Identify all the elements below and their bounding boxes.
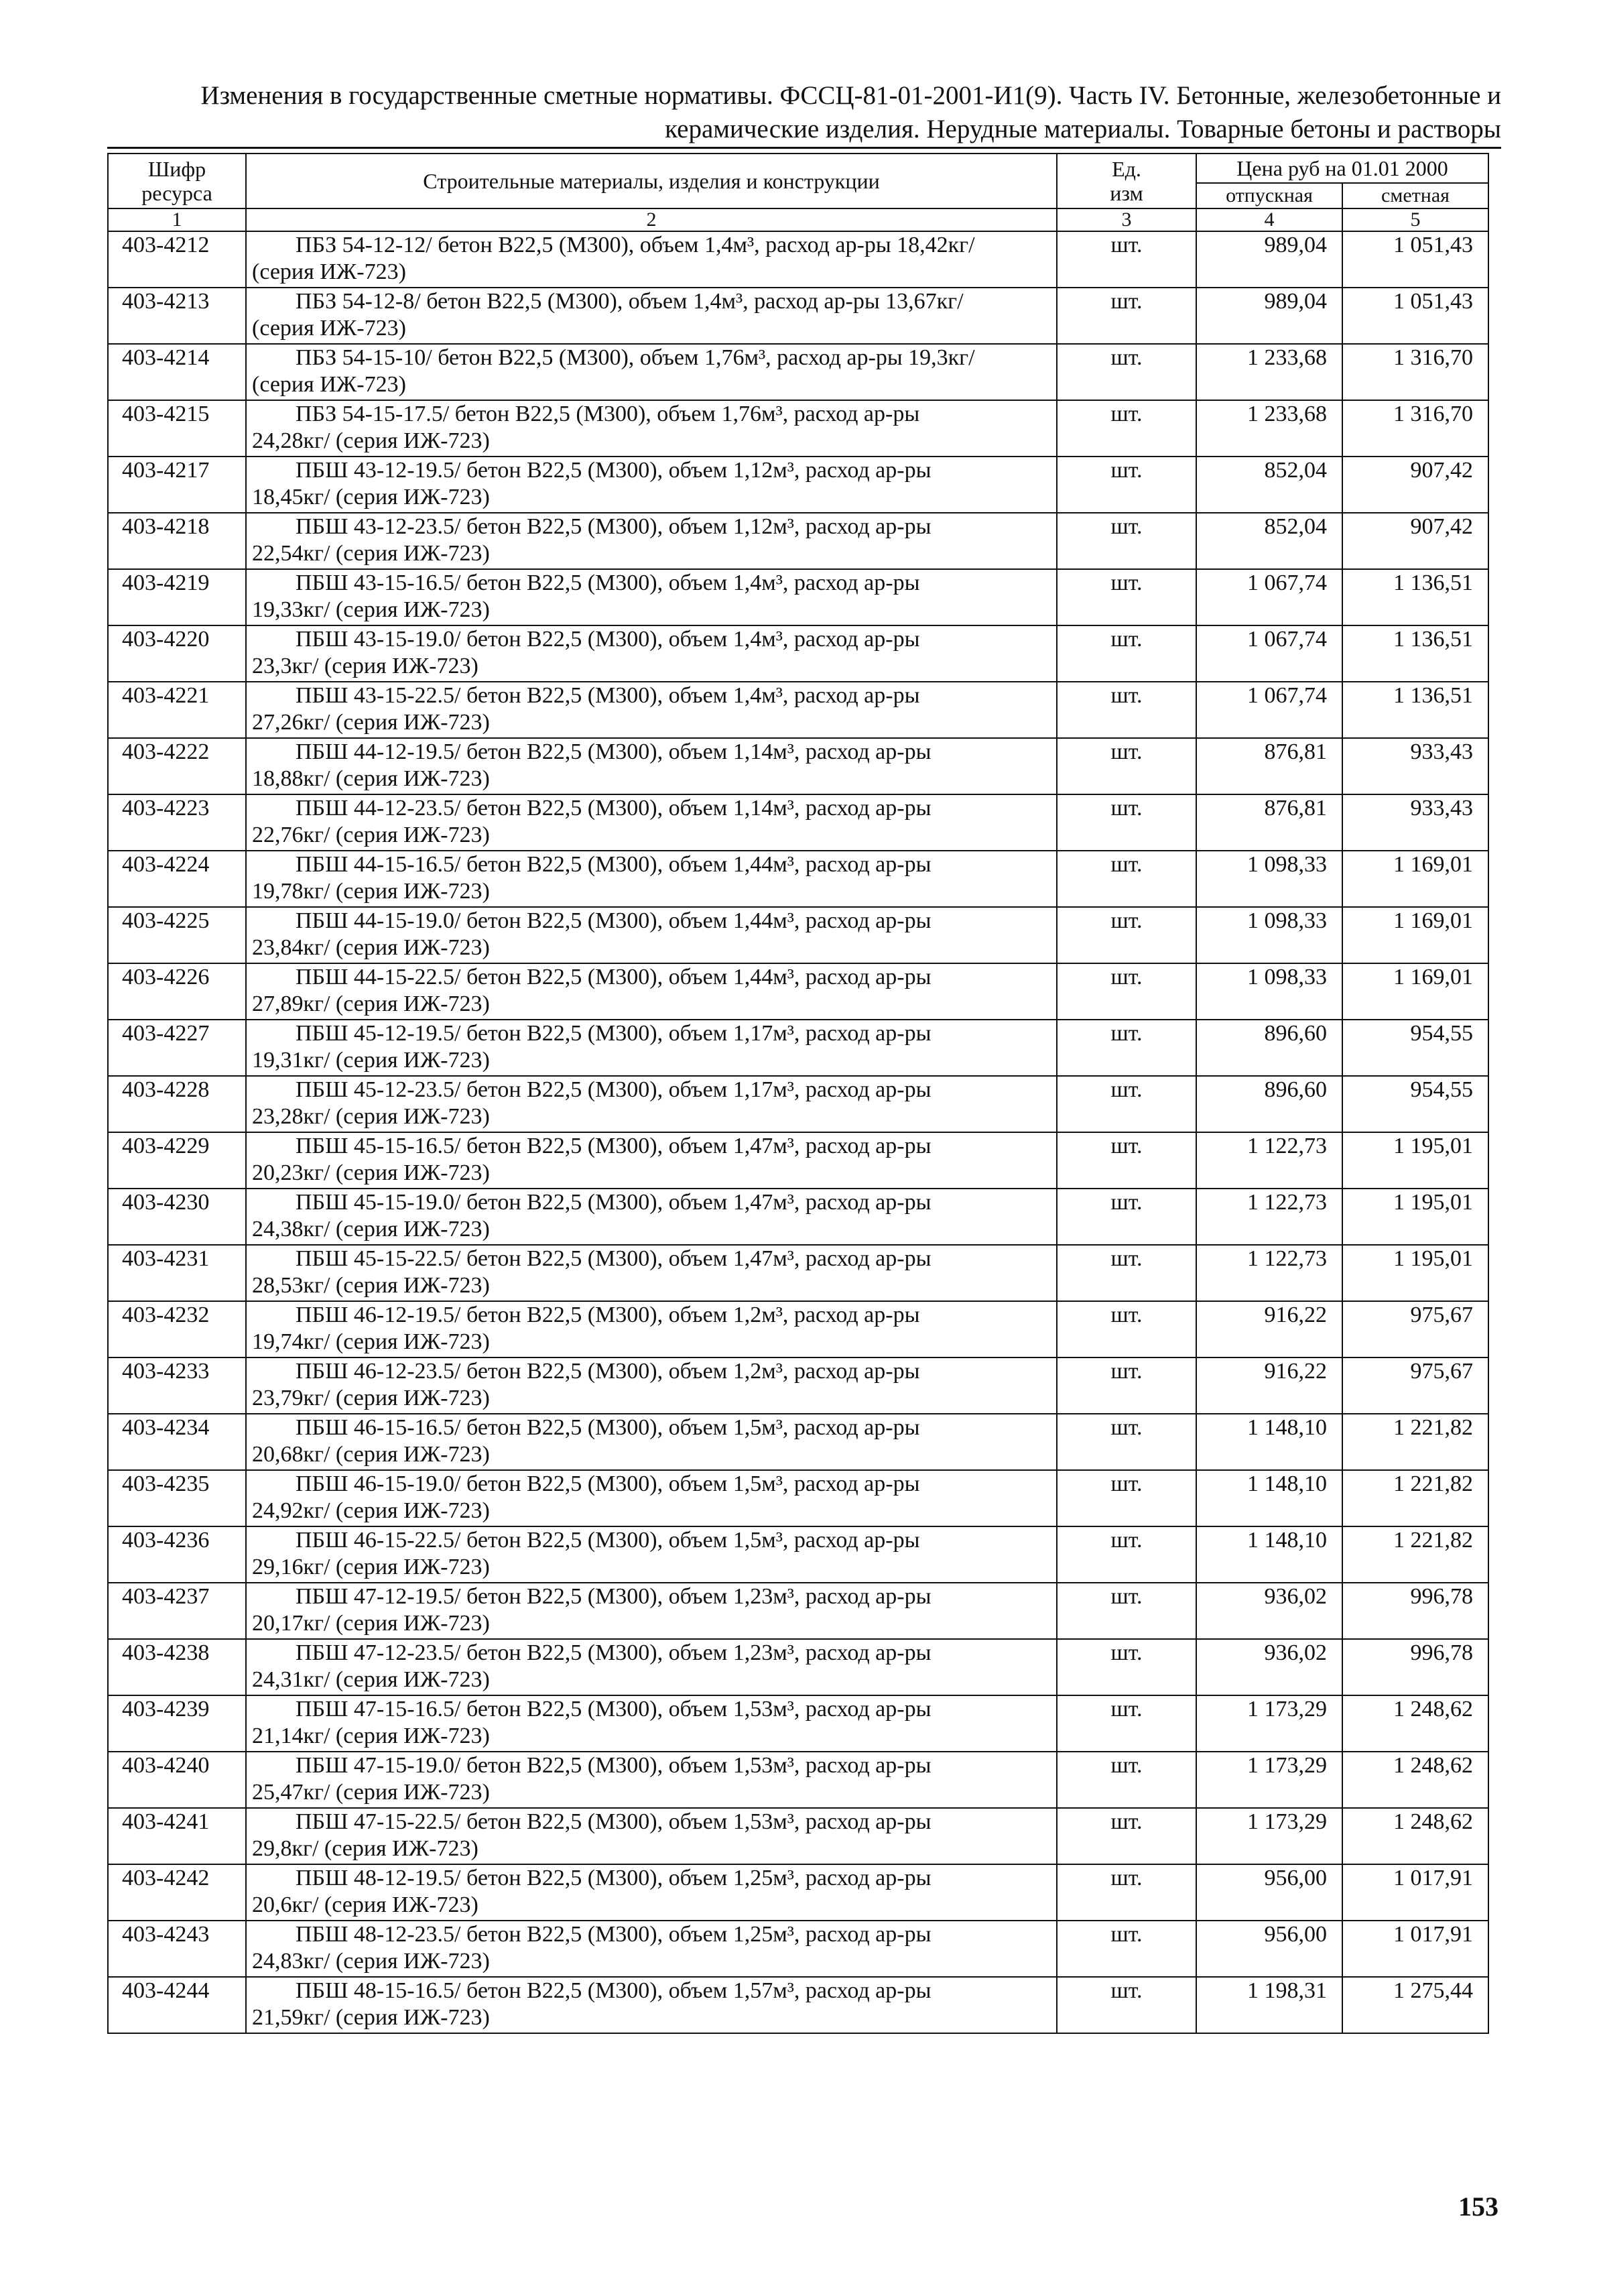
resource-code: 403-4215 <box>108 400 246 457</box>
table-row <box>108 1583 1488 1639</box>
table-row <box>108 1245 1488 1301</box>
estimate-price: 1 136,51 <box>1342 569 1488 625</box>
material-name-line1: ПБШ 48-15-16.5/ бетон В22,5 (М300), объем 1,57м³, расход ар-ры <box>296 1978 932 2003</box>
unit: шт. <box>1057 1245 1196 1301</box>
estimate-price: 1 169,01 <box>1342 851 1488 907</box>
estimate-price: 1 221,82 <box>1342 1414 1488 1470</box>
material-name-line2: 28,53кг/ (серия ИЖ-723) <box>252 1273 490 1298</box>
table-row <box>108 1808 1488 1864</box>
material-name <box>246 1639 1057 1695</box>
column-header-code-line2: ресурса <box>141 181 212 205</box>
material-name-line2: (серия ИЖ-723) <box>252 372 406 397</box>
release-price: 916,22 <box>1196 1357 1342 1414</box>
table-row <box>108 1695 1488 1752</box>
estimate-price: 975,67 <box>1342 1301 1488 1357</box>
estimate-price: 954,55 <box>1342 1020 1488 1076</box>
material-name-line2: (серия ИЖ-723) <box>252 316 406 341</box>
material-name <box>246 1076 1057 1132</box>
unit: шт. <box>1057 1414 1196 1470</box>
resource-code: 403-4221 <box>108 682 246 738</box>
table-row <box>108 1301 1488 1357</box>
material-name-line2: 24,83кг/ (серия ИЖ-723) <box>252 1949 490 1974</box>
unit: шт. <box>1057 963 1196 1020</box>
column-header-unit <box>1057 154 1196 208</box>
estimate-price: 1 248,62 <box>1342 1808 1488 1864</box>
material-name-line2: 24,28кг/ (серия ИЖ-723) <box>252 428 490 453</box>
estimate-price: 1 195,01 <box>1342 1245 1488 1301</box>
material-name-line2: 29,16кг/ (серия ИЖ-723) <box>252 1555 490 1579</box>
material-name <box>246 1189 1057 1245</box>
unit: шт. <box>1057 569 1196 625</box>
release-price: 1 148,10 <box>1196 1414 1342 1470</box>
release-price: 956,00 <box>1196 1921 1342 1977</box>
resource-code: 403-4225 <box>108 907 246 963</box>
material-name-line2: 24,38кг/ (серия ИЖ-723) <box>252 1217 490 1242</box>
unit: шт. <box>1057 1076 1196 1132</box>
resource-code: 403-4233 <box>108 1357 246 1414</box>
material-name-line1: ПБШ 46-12-19.5/ бетон В22,5 (М300), объем 1,2м³, расход ар-ры <box>296 1303 920 1327</box>
price-table <box>107 153 1489 2034</box>
estimate-price: 1 221,82 <box>1342 1526 1488 1583</box>
column-header-unit-line1: Ед. <box>1112 157 1141 181</box>
release-price: 1 122,73 <box>1196 1132 1342 1189</box>
unit: шт. <box>1057 794 1196 851</box>
page-header <box>107 79 1501 146</box>
material-name-line1: ПБШ 47-12-23.5/ бетон В22,5 (М300), объем 1,23м³, расход ар-ры <box>296 1640 932 1665</box>
resource-code: 403-4213 <box>108 288 246 344</box>
material-name-line1: ПБШ 45-12-23.5/ бетон В22,5 (М300), объем 1,17м³, расход ар-ры <box>296 1077 932 1102</box>
material-name-line2: 23,3кг/ (серия ИЖ-723) <box>252 654 478 678</box>
release-price: 989,04 <box>1196 288 1342 344</box>
material-name <box>246 1020 1057 1076</box>
estimate-price: 1 275,44 <box>1342 1977 1488 2033</box>
release-price: 936,02 <box>1196 1639 1342 1695</box>
material-name-line1: ПБШ 46-15-16.5/ бетон В22,5 (М300), объем 1,5м³, расход ар-ры <box>296 1415 920 1440</box>
table-row <box>108 1639 1488 1695</box>
estimate-price: 996,78 <box>1342 1583 1488 1639</box>
material-name <box>246 1921 1057 1977</box>
material-name-line2: 19,31кг/ (серия ИЖ-723) <box>252 1048 490 1073</box>
estimate-price: 1 051,43 <box>1342 288 1488 344</box>
resource-code: 403-4238 <box>108 1639 246 1695</box>
unit: шт. <box>1057 513 1196 569</box>
resource-code: 403-4226 <box>108 963 246 1020</box>
material-name-line1: ПБЗ 54-12-8/ бетон В22,5 (М300), объем 1,4м³, расход ар-ры 13,67кг/ <box>296 289 964 314</box>
material-name-line1: ПБШ 44-15-16.5/ бетон В22,5 (М300), объем 1,44м³, расход ар-ры <box>296 852 932 877</box>
material-name <box>246 1583 1057 1639</box>
table-row <box>108 1020 1488 1076</box>
material-name <box>246 400 1057 457</box>
estimate-price: 907,42 <box>1342 457 1488 513</box>
material-name-line1: ПБШ 44-12-19.5/ бетон В22,5 (М300), объем 1,14м³, расход ар-ры <box>296 739 932 764</box>
resource-code: 403-4212 <box>108 231 246 288</box>
material-name-line2: 20,68кг/ (серия ИЖ-723) <box>252 1442 490 1467</box>
table-row <box>108 682 1488 738</box>
column-number: 5 <box>1342 208 1488 231</box>
material-name-line2: 27,89кг/ (серия ИЖ-723) <box>252 991 490 1016</box>
estimate-price: 1 248,62 <box>1342 1695 1488 1752</box>
table-row <box>108 794 1488 851</box>
table-body <box>108 231 1488 2033</box>
material-name-line2: 21,59кг/ (серия ИЖ-723) <box>252 2005 490 2030</box>
material-name-line1: ПБШ 47-15-16.5/ бетон В22,5 (М300), объем 1,53м³, расход ар-ры <box>296 1697 932 1721</box>
material-name-line1: ПБШ 45-15-19.0/ бетон В22,5 (М300), объем 1,47м³, расход ар-ры <box>296 1190 932 1215</box>
material-name <box>246 1526 1057 1583</box>
unit: шт. <box>1057 1189 1196 1245</box>
release-price: 1 067,74 <box>1196 625 1342 682</box>
material-name-line1: ПБШ 47-15-22.5/ бетон В22,5 (М300), объем 1,53м³, расход ар-ры <box>296 1809 932 1834</box>
table-row <box>108 625 1488 682</box>
material-name-line2: 20,17кг/ (серия ИЖ-723) <box>252 1611 490 1636</box>
unit: шт. <box>1057 625 1196 682</box>
table-row <box>108 1752 1488 1808</box>
estimate-price: 933,43 <box>1342 738 1488 794</box>
material-name-line2: 29,8кг/ (серия ИЖ-723) <box>252 1836 478 1861</box>
material-name-line1: ПБШ 47-12-19.5/ бетон В22,5 (М300), объем 1,23м³, расход ар-ры <box>296 1584 932 1609</box>
release-price: 1 067,74 <box>1196 569 1342 625</box>
column-header-release-price: отпускная <box>1196 183 1342 208</box>
unit: шт. <box>1057 1583 1196 1639</box>
estimate-price: 1 136,51 <box>1342 682 1488 738</box>
material-name-line1: ПБШ 44-15-19.0/ бетон В22,5 (М300), объем 1,44м³, расход ар-ры <box>296 908 932 933</box>
release-price: 876,81 <box>1196 794 1342 851</box>
header-line-2: керамические изделия. Нерудные материалы. Товарные бетоны и растворы <box>665 115 1501 143</box>
material-name-line2: 23,79кг/ (серия ИЖ-723) <box>252 1386 490 1410</box>
release-price: 936,02 <box>1196 1583 1342 1639</box>
resource-code: 403-4222 <box>108 738 246 794</box>
unit: шт. <box>1057 400 1196 457</box>
release-price: 1 173,29 <box>1196 1695 1342 1752</box>
material-name-line1: ПБШ 43-12-23.5/ бетон В22,5 (М300), объем 1,12м³, расход ар-ры <box>296 514 932 539</box>
material-name-line2: 24,92кг/ (серия ИЖ-723) <box>252 1498 490 1523</box>
resource-code: 403-4231 <box>108 1245 246 1301</box>
estimate-price: 996,78 <box>1342 1639 1488 1695</box>
release-price: 852,04 <box>1196 513 1342 569</box>
release-price: 1 148,10 <box>1196 1470 1342 1526</box>
material-name <box>246 1470 1057 1526</box>
material-name-line1: ПБШ 48-12-23.5/ бетон В22,5 (М300), объем 1,25м³, расход ар-ры <box>296 1922 932 1947</box>
resource-code: 403-4220 <box>108 625 246 682</box>
estimate-price: 1 248,62 <box>1342 1752 1488 1808</box>
table-row <box>108 1357 1488 1414</box>
resource-code: 403-4239 <box>108 1695 246 1752</box>
release-price: 956,00 <box>1196 1864 1342 1921</box>
material-name <box>246 288 1057 344</box>
unit: шт. <box>1057 1357 1196 1414</box>
material-name-line2: 19,74кг/ (серия ИЖ-723) <box>252 1329 490 1354</box>
material-name-line2: 19,33кг/ (серия ИЖ-723) <box>252 597 490 622</box>
column-number-row <box>108 208 1488 231</box>
resource-code: 403-4237 <box>108 1583 246 1639</box>
release-price: 876,81 <box>1196 738 1342 794</box>
material-name-line2: 27,26кг/ (серия ИЖ-723) <box>252 710 490 735</box>
resource-code: 403-4240 <box>108 1752 246 1808</box>
material-name-line1: ПБШ 43-15-16.5/ бетон В22,5 (М300), объем 1,4м³, расход ар-ры <box>296 570 920 595</box>
header-divider <box>107 147 1501 149</box>
release-price: 896,60 <box>1196 1076 1342 1132</box>
material-name <box>246 907 1057 963</box>
material-name-line2: 23,28кг/ (серия ИЖ-723) <box>252 1104 490 1129</box>
material-name <box>246 231 1057 288</box>
estimate-price: 1 017,91 <box>1342 1864 1488 1921</box>
material-name <box>246 738 1057 794</box>
column-header-code <box>108 154 246 208</box>
estimate-price: 1 195,01 <box>1342 1132 1488 1189</box>
column-number: 1 <box>108 208 246 231</box>
unit: шт. <box>1057 1132 1196 1189</box>
material-name-line2: 20,23кг/ (серия ИЖ-723) <box>252 1160 490 1185</box>
material-name-line2: 25,47кг/ (серия ИЖ-723) <box>252 1780 490 1805</box>
resource-code: 403-4230 <box>108 1189 246 1245</box>
resource-code: 403-4241 <box>108 1808 246 1864</box>
resource-code: 403-4242 <box>108 1864 246 1921</box>
material-name-line1: ПБШ 46-12-23.5/ бетон В22,5 (М300), объем 1,2м³, расход ар-ры <box>296 1359 920 1384</box>
material-name-line1: ПБШ 43-15-19.0/ бетон В22,5 (М300), объем 1,4м³, расход ар-ры <box>296 627 920 652</box>
release-price: 1 173,29 <box>1196 1808 1342 1864</box>
table-row <box>108 1864 1488 1921</box>
estimate-price: 1 017,91 <box>1342 1921 1488 1977</box>
material-name-line1: ПБЗ 54-15-17.5/ бетон В22,5 (М300), объем 1,76м³, расход ар-ры <box>296 402 920 426</box>
material-name-line2: 21,14кг/ (серия ИЖ-723) <box>252 1724 490 1748</box>
table-row <box>108 851 1488 907</box>
unit: шт. <box>1057 1921 1196 1977</box>
table-row <box>108 1132 1488 1189</box>
release-price: 1 173,29 <box>1196 1752 1342 1808</box>
material-name-line2: (серия ИЖ-723) <box>252 259 406 284</box>
resource-code: 403-4229 <box>108 1132 246 1189</box>
material-name <box>246 682 1057 738</box>
material-name <box>246 1752 1057 1808</box>
release-price: 1 122,73 <box>1196 1245 1342 1301</box>
table-row <box>108 1526 1488 1583</box>
table-row <box>108 513 1488 569</box>
resource-code: 403-4244 <box>108 1977 246 2033</box>
estimate-price: 1 051,43 <box>1342 231 1488 288</box>
estimate-price: 1 316,70 <box>1342 400 1488 457</box>
column-header-code-line1: Шифр <box>147 157 206 181</box>
unit: шт. <box>1057 738 1196 794</box>
page-number: 153 <box>1458 2191 1498 2222</box>
release-price: 989,04 <box>1196 231 1342 288</box>
resource-code: 403-4236 <box>108 1526 246 1583</box>
release-price: 1 098,33 <box>1196 851 1342 907</box>
table-row <box>108 738 1488 794</box>
material-name-line1: ПБШ 44-15-22.5/ бетон В22,5 (М300), объем 1,44м³, расход ар-ры <box>296 965 932 989</box>
resource-code: 403-4234 <box>108 1414 246 1470</box>
table-row <box>108 457 1488 513</box>
resource-code: 403-4219 <box>108 569 246 625</box>
material-name-line2: 24,31кг/ (серия ИЖ-723) <box>252 1667 490 1692</box>
table-row <box>108 1414 1488 1470</box>
material-name-line1: ПБШ 43-15-22.5/ бетон В22,5 (М300), объем 1,4м³, расход ар-ры <box>296 683 920 708</box>
unit: шт. <box>1057 1526 1196 1583</box>
material-name-line2: 18,45кг/ (серия ИЖ-723) <box>252 485 490 509</box>
resource-code: 403-4223 <box>108 794 246 851</box>
material-name <box>246 625 1057 682</box>
table-row <box>108 1921 1488 1977</box>
release-price: 1 122,73 <box>1196 1189 1342 1245</box>
unit: шт. <box>1057 288 1196 344</box>
unit: шт. <box>1057 1020 1196 1076</box>
material-name <box>246 1357 1057 1414</box>
material-name-line2: 20,6кг/ (серия ИЖ-723) <box>252 1892 478 1917</box>
column-number: 3 <box>1057 208 1196 231</box>
unit: шт. <box>1057 1639 1196 1695</box>
release-price: 1 233,68 <box>1196 400 1342 457</box>
unit: шт. <box>1057 1470 1196 1526</box>
unit: шт. <box>1057 1695 1196 1752</box>
table-row <box>108 1076 1488 1132</box>
unit: шт. <box>1057 1301 1196 1357</box>
material-name-line1: ПБШ 47-15-19.0/ бетон В22,5 (М300), объем 1,53м³, расход ар-ры <box>296 1753 932 1778</box>
release-price: 1 198,31 <box>1196 1977 1342 2033</box>
table-row <box>108 288 1488 344</box>
material-name-line2: 22,76кг/ (серия ИЖ-723) <box>252 823 490 847</box>
estimate-price: 1 169,01 <box>1342 907 1488 963</box>
material-name-line1: ПБШ 48-12-19.5/ бетон В22,5 (М300), объем 1,25м³, расход ар-ры <box>296 1866 932 1890</box>
estimate-price: 1 316,70 <box>1342 344 1488 400</box>
material-name <box>246 1132 1057 1189</box>
resource-code: 403-4227 <box>108 1020 246 1076</box>
material-name-line1: ПБЗ 54-15-10/ бетон В22,5 (М300), объем 1,76м³, расход ар-ры 19,3кг/ <box>296 345 975 370</box>
material-name-line2: 19,78кг/ (серия ИЖ-723) <box>252 879 490 904</box>
release-price: 852,04 <box>1196 457 1342 513</box>
material-name <box>246 794 1057 851</box>
unit: шт. <box>1057 1752 1196 1808</box>
estimate-price: 1 221,82 <box>1342 1470 1488 1526</box>
release-price: 1 148,10 <box>1196 1526 1342 1583</box>
material-name <box>246 1977 1057 2033</box>
estimate-price: 907,42 <box>1342 513 1488 569</box>
material-name-line1: ПБШ 44-12-23.5/ бетон В22,5 (М300), объем 1,14м³, расход ар-ры <box>296 796 932 821</box>
table-row <box>108 400 1488 457</box>
material-name-line1: ПБШ 45-15-22.5/ бетон В22,5 (М300), объем 1,47м³, расход ар-ры <box>296 1246 932 1271</box>
unit: шт. <box>1057 1864 1196 1921</box>
estimate-price: 1 136,51 <box>1342 625 1488 682</box>
column-header-estimate-price: сметная <box>1342 183 1488 208</box>
resource-code: 403-4224 <box>108 851 246 907</box>
column-number: 4 <box>1196 208 1342 231</box>
estimate-price: 933,43 <box>1342 794 1488 851</box>
unit: шт. <box>1057 1977 1196 2033</box>
material-name <box>246 1864 1057 1921</box>
material-name <box>246 344 1057 400</box>
material-name-line1: ПБШ 46-15-22.5/ бетон В22,5 (М300), объем 1,5м³, расход ар-ры <box>296 1528 920 1553</box>
table-row <box>108 344 1488 400</box>
material-name <box>246 513 1057 569</box>
resource-code: 403-4243 <box>108 1921 246 1977</box>
resource-code: 403-4232 <box>108 1301 246 1357</box>
unit: шт. <box>1057 907 1196 963</box>
resource-code: 403-4214 <box>108 344 246 400</box>
resource-code: 403-4228 <box>108 1076 246 1132</box>
material-name <box>246 1301 1057 1357</box>
table-row <box>108 1470 1488 1526</box>
material-name <box>246 457 1057 513</box>
release-price: 916,22 <box>1196 1301 1342 1357</box>
release-price: 1 098,33 <box>1196 907 1342 963</box>
material-name <box>246 1245 1057 1301</box>
unit: шт. <box>1057 851 1196 907</box>
column-header-name: Строительные материалы, изделия и конструкции <box>246 154 1057 208</box>
estimate-price: 1 169,01 <box>1342 963 1488 1020</box>
material-name-line1: ПБШ 45-15-16.5/ бетон В22,5 (М300), объем 1,47м³, расход ар-ры <box>296 1134 932 1158</box>
material-name-line2: 22,54кг/ (серия ИЖ-723) <box>252 541 490 566</box>
material-name <box>246 569 1057 625</box>
resource-code: 403-4218 <box>108 513 246 569</box>
resource-code: 403-4235 <box>108 1470 246 1526</box>
unit: шт. <box>1057 1808 1196 1864</box>
material-name-line1: ПБШ 43-12-19.5/ бетон В22,5 (М300), объем 1,12м³, расход ар-ры <box>296 458 932 483</box>
material-name <box>246 1808 1057 1864</box>
material-name-line2: 18,88кг/ (серия ИЖ-723) <box>252 766 490 791</box>
table-row <box>108 1977 1488 2033</box>
estimate-price: 954,55 <box>1342 1076 1488 1132</box>
material-name-line1: ПБЗ 54-12-12/ бетон В22,5 (М300), объем 1,4м³, расход ар-ры 18,42кг/ <box>296 233 975 257</box>
release-price: 1 098,33 <box>1196 963 1342 1020</box>
material-name <box>246 963 1057 1020</box>
release-price: 1 067,74 <box>1196 682 1342 738</box>
column-number: 2 <box>246 208 1057 231</box>
estimate-price: 975,67 <box>1342 1357 1488 1414</box>
material-name-line1: ПБШ 46-15-19.0/ бетон В22,5 (М300), объем 1,5м³, расход ар-ры <box>296 1471 920 1496</box>
unit: шт. <box>1057 231 1196 288</box>
table-row <box>108 963 1488 1020</box>
material-name <box>246 851 1057 907</box>
unit: шт. <box>1057 682 1196 738</box>
header-line-1: Изменения в государственные сметные нормативы. ФССЦ-81-01-2001-И1(9). Часть IV. Бетонные, железобетонные и <box>200 81 1501 110</box>
material-name <box>246 1695 1057 1752</box>
column-header-unit-line2: изм <box>1110 181 1143 205</box>
release-price: 1 233,68 <box>1196 344 1342 400</box>
material-name <box>246 1414 1057 1470</box>
table-row <box>108 231 1488 288</box>
material-name-line2: 23,84кг/ (серия ИЖ-723) <box>252 935 490 960</box>
estimate-price: 1 195,01 <box>1342 1189 1488 1245</box>
table-row <box>108 1189 1488 1245</box>
table-row <box>108 569 1488 625</box>
table-row <box>108 907 1488 963</box>
material-name-line1: ПБШ 45-12-19.5/ бетон В22,5 (М300), объем 1,17м³, расход ар-ры <box>296 1021 932 1046</box>
unit: шт. <box>1057 457 1196 513</box>
column-header-price-group: Цена руб на 01.01 2000 <box>1196 154 1488 183</box>
unit: шт. <box>1057 344 1196 400</box>
resource-code: 403-4217 <box>108 457 246 513</box>
release-price: 896,60 <box>1196 1020 1342 1076</box>
